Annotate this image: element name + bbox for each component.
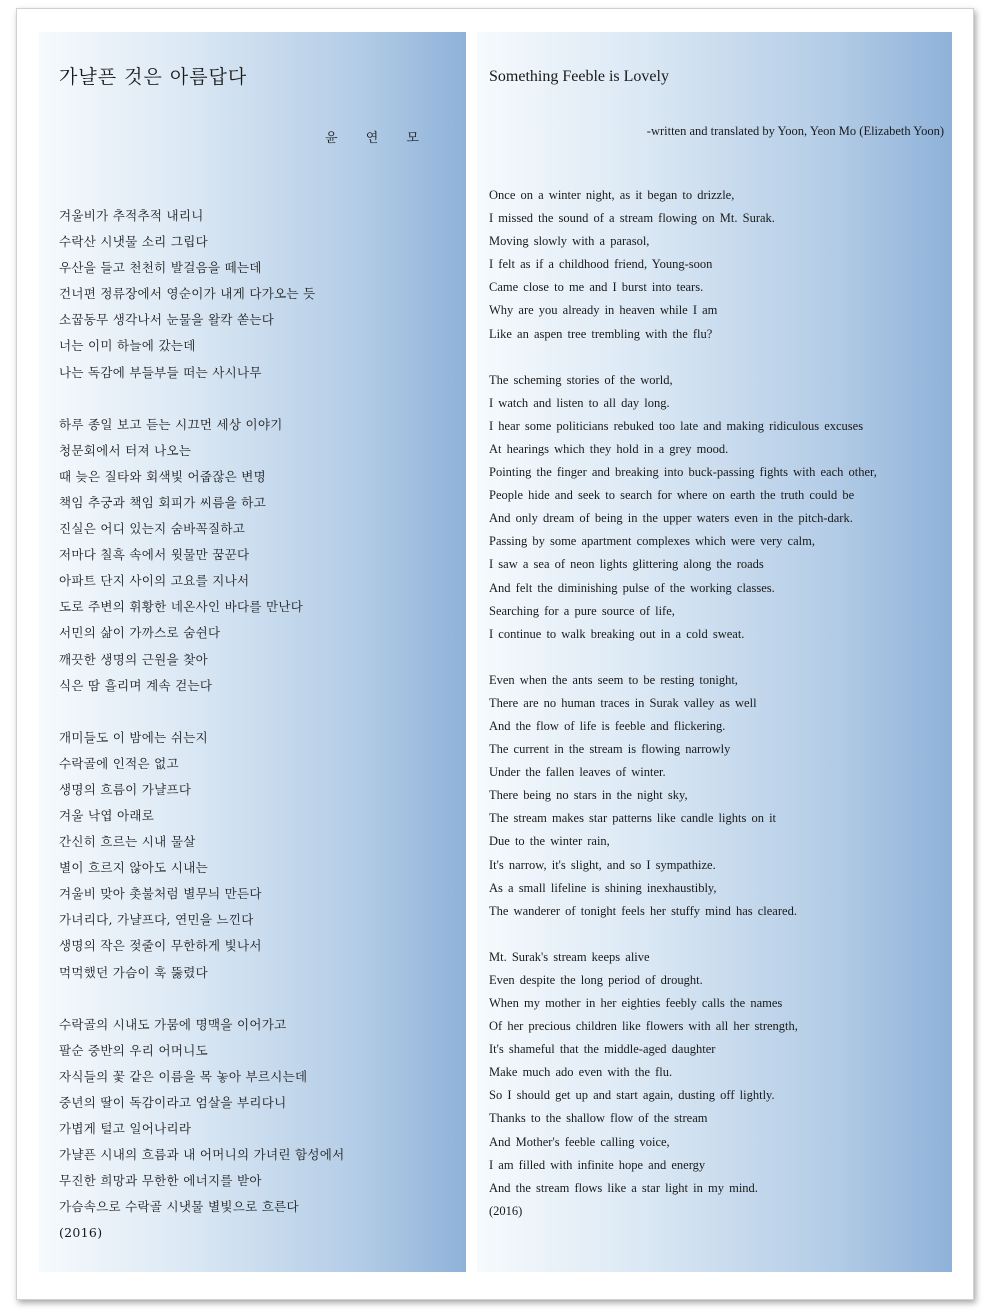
poem-line: Once on a winter night, as it began to drizzle,	[489, 188, 735, 202]
stanza	[489, 184, 877, 346]
english-poem-panel	[477, 32, 952, 1272]
poem-line: 자식들의 꽃 같은 이름을 목 놓아 부르시는데	[59, 1068, 308, 1084]
poem-line: Thanks to the shallow flow of the stream	[489, 1111, 708, 1126]
poem-line: 개미들도 이 밤에는 쉬는지	[59, 729, 208, 745]
poem-line: People hide and seek to search for where on earth the truth could be	[489, 488, 855, 503]
poem-line: 서민의 삶이 가까스로 숨쉰다	[59, 625, 221, 641]
poem-line: The current in the stream is flowing narrowly	[489, 742, 731, 757]
english-poem-author: -written and translated by Yoon, Yeon Mo (Elizabeth Yoon)	[646, 124, 944, 138]
poem-line: 중년의 딸이 독감이라고 엄살을 부리다니	[59, 1094, 287, 1110]
poem-line: 가냘픈 시내의 흐름과 내 어머니의 가녀린 함성에서	[59, 1147, 345, 1163]
poem-line: 생명의 작은 젖줄이 무한하게 빛나서	[59, 938, 262, 954]
poem-line: 소꿉동무 생각나서 눈물을 왈칵 쏟는다	[59, 312, 275, 328]
poem-line: Due to the winter rain,	[489, 834, 610, 849]
poem-line: As a small lifeline is shining inexhaustibly,	[489, 880, 717, 895]
poem-line: 가녀리다, 가냘프다, 연민을 느낀다	[59, 912, 254, 928]
poem-line: I watch and listen to all day long.	[489, 395, 670, 410]
korean-poem-body	[59, 203, 345, 1246]
poem-line: 아파트 단지 사이의 고요를 지나서	[59, 573, 250, 589]
korean-poem-author: 윤 연 모	[325, 131, 431, 146]
poem-line: 겨울 낙엽 아래로	[59, 807, 155, 823]
poem-line: Moving slowly with a parasol,	[489, 234, 650, 249]
poem-line: There are no human traces in Surak valley as well	[489, 695, 757, 710]
poem-line: Passing by some apartment complexes which were very calm,	[489, 534, 815, 549]
poem-line: It's narrow, it's slight, and so I sympathize.	[489, 857, 716, 872]
poem-line: At hearings which they hold in a grey mood.	[489, 441, 729, 456]
poem-line: 우산을 들고 천천히 발걸음을 떼는데	[59, 260, 262, 276]
poem-line: Even when the ants seem to be resting tonight,	[489, 672, 738, 687]
poem-line: 수락골의 시내도 가뭄에 명맥을 이어가고	[59, 1016, 287, 1032]
poem-line: 별이 흐르지 않아도 시내는	[59, 860, 208, 876]
poem-line: Make much ado even with the flu.	[489, 1065, 673, 1080]
poem-line: Under the fallen leaves of winter.	[489, 765, 666, 780]
poem-line: 생명의 흐름이 가냘프다	[59, 781, 192, 797]
poem-line: And only dream of being in the upper waters even in the pitch-dark.	[489, 511, 853, 526]
poem-line: 겨울비 맞아 촛불처럼 별무늬 만든다	[59, 886, 262, 902]
korean-poem-title: 가냘픈 것은 아름답다	[59, 66, 248, 88]
korean-poem-panel	[39, 32, 466, 1272]
poem-line: 나는 독감에 부들부들 떠는 사시나무	[59, 364, 262, 380]
poem-line: 저마다 칠흑 속에서 윗물만 꿈꾼다	[59, 547, 250, 563]
poem-line: The wanderer of tonight feels her stuffy mind has cleared.	[489, 903, 797, 918]
poem-line: 겨울비가 추적추적 내리니	[59, 208, 204, 223]
stanza	[59, 725, 345, 986]
poem-line: 청문회에서 터져 나오는	[59, 442, 192, 458]
poem-line: I hear some politicians rebuked too late and making ridiculous excuses	[489, 418, 864, 433]
poem-line: 무진한 희망과 무한한 에너지를 받아	[59, 1173, 262, 1189]
poem-line: Pointing the finger and breaking into buck-passing fights with each other,	[489, 465, 877, 480]
poem-line: I continue to walk breaking out in a cold sweat.	[489, 626, 745, 641]
poem-line: And felt the diminishing pulse of the working classes.	[489, 580, 775, 595]
stanza	[59, 203, 345, 386]
poem-line: 수락골에 인적은 없고	[59, 755, 179, 771]
poem-line: 진실은 어디 있는지 숨바꼭질하고	[59, 521, 246, 537]
poem-line: Came close to me and I burst into tears.	[489, 280, 704, 295]
poem-line: I saw a sea of neon lights glittering along the roads	[489, 557, 764, 572]
poem-line: 때 늦은 질타와 회색빛 어줍잖은 변명	[59, 468, 266, 484]
poem-line: (2016)	[59, 1225, 103, 1241]
poem-line: (2016)	[489, 1203, 523, 1218]
stanza-gap	[489, 923, 877, 946]
stanza	[489, 946, 877, 1223]
poem-line: 너는 이미 하늘에 갔는데	[59, 338, 196, 354]
poem-line: 건너편 정류장에서 영순이가 내게 다가오는 듯	[59, 286, 316, 302]
stanza-gap	[59, 986, 345, 1012]
poem-line: The scheming stories of the world,	[489, 372, 673, 387]
poem-line: 먹먹했던 가슴이 훅 뚫렸다	[59, 964, 208, 980]
poem-line: I am filled with infinite hope and energy	[489, 1157, 706, 1172]
poem-line: 도로 주변의 휘황한 네온사인 바다를 만난다	[59, 599, 304, 615]
poem-line: 가슴속으로 수락골 시냇물 별빛으로 흐른다	[59, 1199, 299, 1215]
stanza	[489, 669, 877, 923]
poem-line: Like an aspen tree trembling with the flu?	[489, 326, 713, 341]
english-poem-title: Something Feeble is Lovely	[489, 68, 669, 85]
poem-line: Why are you already in heaven while I am	[489, 303, 718, 318]
poem-line: And Mother's feeble calling voice,	[489, 1134, 670, 1149]
stanza	[59, 412, 345, 699]
stanza-gap	[59, 699, 345, 725]
poem-line: 팔순 중반의 우리 어머니도	[59, 1042, 208, 1058]
poem-line: The stream makes star patterns like candle lights on it	[489, 811, 777, 826]
poem-line: And the flow of life is feeble and flickering.	[489, 718, 726, 733]
poem-line: 책임 추궁과 책임 회피가 씨름을 하고	[59, 494, 266, 510]
stanza	[489, 369, 877, 646]
poem-line: 깨끗한 생명의 근원을 찾아	[59, 651, 208, 667]
poem-line: When my mother in her eighties feebly calls the names	[489, 996, 783, 1010]
poem-line: Mt. Surak's stream keeps alive	[489, 949, 650, 964]
poem-line: Of her precious children like flowers with all her strength,	[489, 1019, 798, 1034]
poem-line: There being no stars in the night sky,	[489, 788, 688, 803]
stanza	[59, 1012, 345, 1247]
poem-line: 식은 땀 흘리며 계속 걷는다	[59, 677, 213, 693]
poem-line: 하루 종일 보고 듣는 시끄먼 세상 이야기	[59, 416, 283, 432]
stanza-gap	[489, 346, 877, 369]
stanza-gap	[59, 386, 345, 412]
poem-line: And the stream flows like a star light in my mind.	[489, 1180, 758, 1195]
poem-line: So I should get up and start again, dusting off lightly.	[489, 1088, 775, 1103]
poem-line: It's shameful that the middle-aged daughter	[489, 1042, 716, 1057]
poem-line: Searching for a pure source of life,	[489, 603, 675, 618]
poem-line: 수락산 시냇물 소리 그립다	[59, 234, 208, 250]
poem-line: 가볍게 털고 일어나리라	[59, 1121, 192, 1136]
stanza-gap	[489, 646, 877, 669]
poem-line: I felt as if a childhood friend, Young-soon	[489, 257, 713, 272]
english-poem-body	[489, 184, 877, 1223]
poem-line: Even despite the long period of drought.	[489, 972, 703, 987]
poem-line: I missed the sound of a stream flowing on Mt. Surak.	[489, 211, 775, 226]
poem-line: 간신히 흐르는 시내 물살	[59, 834, 196, 850]
